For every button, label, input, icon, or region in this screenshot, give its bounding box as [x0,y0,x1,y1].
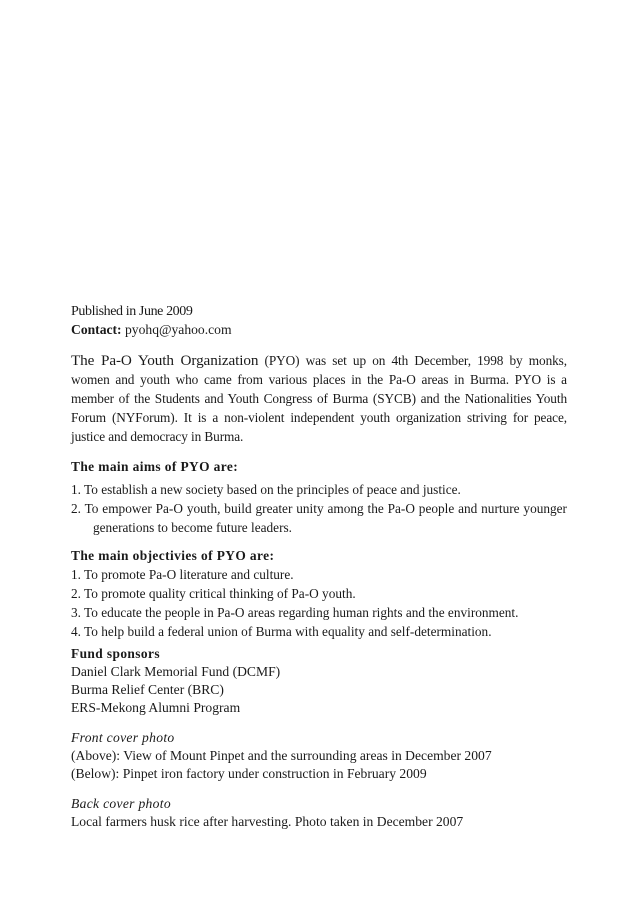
publication-date: Published in June 2009 [71,304,193,319]
organization-description-text: (PYO) was set up on 4th December, 1998 by monks, women and youth who came from various places in the Pa-O areas in Burma. PYO is a member of the Students and Youth Congress of Burma (SYCB) and the Nationalities Youth Forum (NYForum). It is a non-violent independent youth organization striving for peace, justice and democracy in Burma. [71,353,567,444]
sponsor-item: Burma Relief Center (BRC) [71,682,224,697]
spacer [71,783,567,795]
sponsors-heading: Fund sponsors [71,646,160,661]
sponsor-item: Daniel Clark Memorial Fund (DCMF) [71,664,281,679]
back-cover-caption: Local farmers husk rice after harvesting. Photo taken in December 2007 [71,814,464,829]
organization-description [71,351,567,446]
aims-heading: The main aims of PYO are: [71,459,239,474]
objective-item: 4. To help build a federal union of Burma with equality and self-determination. [71,624,492,639]
aim-item: 2. To empower Pa-O youth, build greater unity among the Pa-O people and nurture younger generations to become future leaders. [71,501,567,535]
front-cover-above-caption: (Above): View of Mount Pinpet and the surrounding areas in December 2007 [71,748,492,763]
front-cover-below-caption: (Below): Pinpet iron factory under construction in February 2009 [71,766,427,781]
contact-label: Contact: [71,322,122,337]
spacer [71,446,567,458]
colophon [71,303,567,831]
back-cover-heading: Back cover photo [71,796,171,811]
objective-item: 2. To promote quality critical thinking of Pa-O youth. [71,586,356,601]
objective-item: 1. To promote Pa-O literature and culture. [71,567,294,582]
contact-line [71,321,567,339]
objectives-heading: The main objectivies of PYO are: [71,548,275,563]
front-cover-heading: Front cover photo [71,730,175,745]
spacer [71,537,567,547]
organization-name: The Pa-O Youth Organization [71,352,259,369]
spacer [71,717,567,729]
aim-item: 1. To establish a new society based on the principles of peace and justice. [71,482,461,497]
objective-item: 3. To educate the people in Pa-O areas regarding human rights and the environment. [71,605,519,620]
sponsor-item: ERS-Mekong Alumni Program [71,700,241,715]
contact-email: pyohq@yahoo.com [125,322,232,337]
spacer [71,339,567,351]
